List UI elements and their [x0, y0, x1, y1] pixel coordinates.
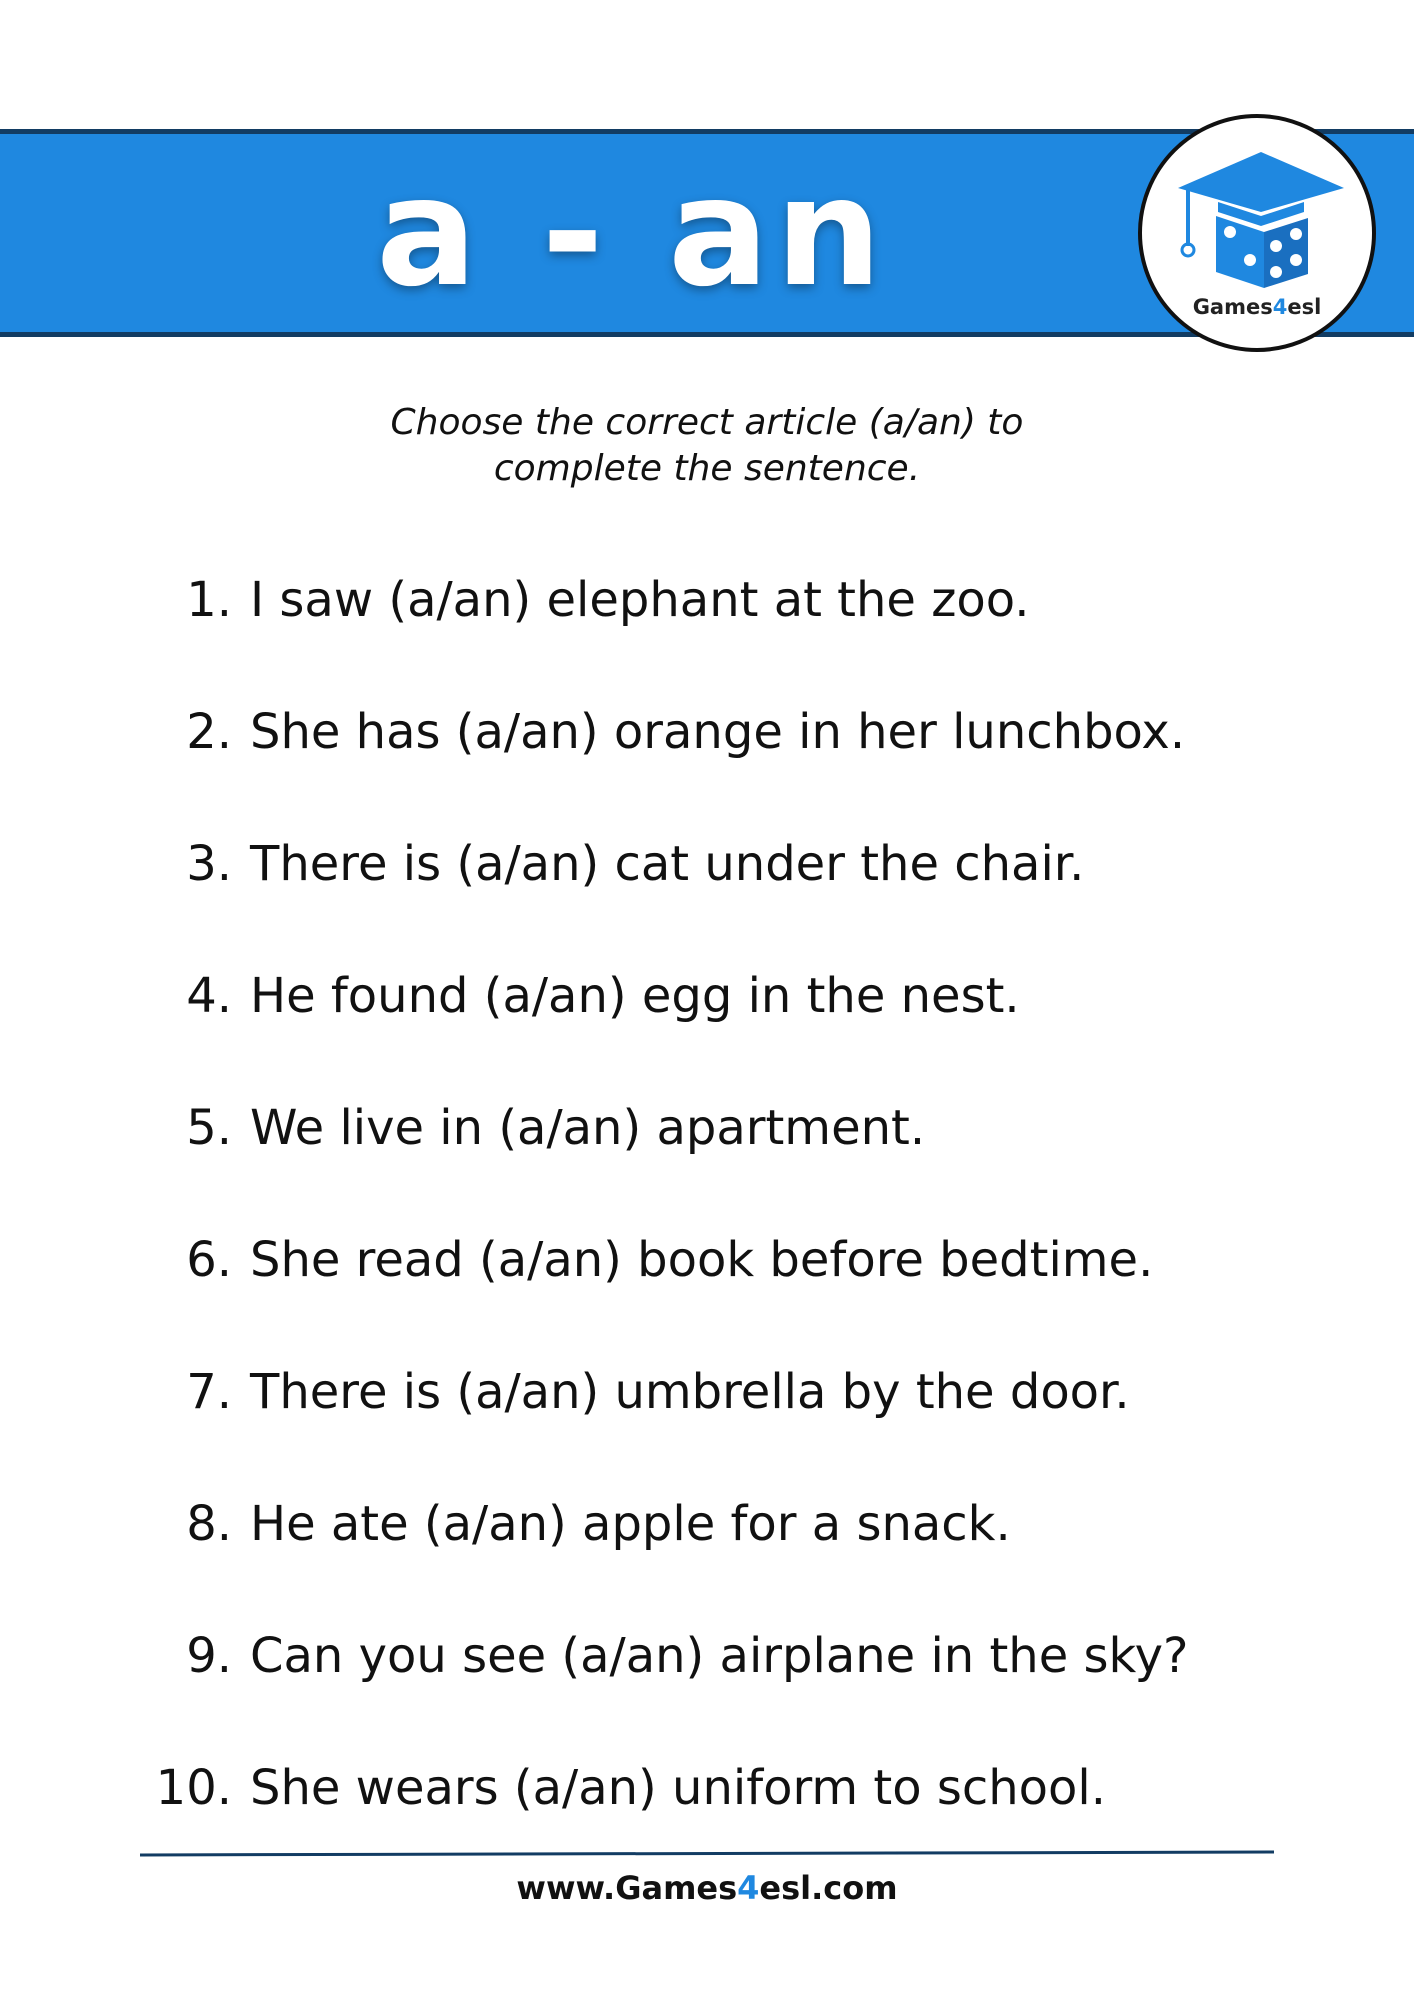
footer-url-number: 4 — [737, 1869, 760, 1907]
question-text: I saw (a/an) elephant at the zoo. — [250, 572, 1030, 628]
footer-url-post: esl.com — [759, 1869, 898, 1907]
question-text: There is (a/an) umbrella by the door. — [250, 1364, 1130, 1420]
question-text: He found (a/an) egg in the nest. — [250, 968, 1020, 1024]
page-title: a - an — [376, 146, 888, 320]
question-text: He ate (a/an) apple for a snack. — [250, 1496, 1011, 1552]
question-number: 1. — [186, 572, 232, 628]
instructions — [257, 400, 1157, 492]
logo-brand-number: 4 — [1272, 295, 1288, 319]
question-text: There is (a/an) cat under the chair. — [250, 836, 1085, 892]
question-text: Can you see (a/an) airplane in the sky? — [250, 1628, 1189, 1684]
instructions-line-1: Choose the correct article (a/an) to — [390, 402, 1024, 443]
question-text: She read (a/an) book before bedtime. — [250, 1232, 1154, 1288]
question-text: She has (a/an) orange in her lunchbox. — [250, 704, 1186, 760]
logo-brand-pre: Games — [1192, 295, 1273, 319]
footer-url[interactable] — [0, 1868, 1414, 1908]
instructions-line-2: complete the sentence. — [493, 448, 921, 489]
footer-url-pre: www.Games — [516, 1869, 738, 1907]
question-text: She wears (a/an) uniform to school. — [250, 1760, 1106, 1816]
question-number: 3. — [186, 836, 232, 892]
logo-brand-post: esl — [1287, 295, 1322, 319]
graduation-cap-dice-icon — [1176, 150, 1346, 290]
question-text: We live in (a/an) apartment. — [250, 1100, 926, 1156]
question-number: 7. — [186, 1364, 232, 1420]
question-number: 4. — [186, 968, 232, 1024]
games4esl-logo — [1138, 114, 1376, 352]
question-number: 2. — [186, 704, 232, 760]
question-number: 9. — [186, 1628, 232, 1684]
question-number: 6. — [186, 1232, 232, 1288]
question-number: 10. — [155, 1760, 232, 1816]
question-number: 5. — [186, 1100, 232, 1156]
footer-divider — [140, 1851, 1274, 1857]
logo-brand-text — [1142, 295, 1372, 319]
question-number: 8. — [186, 1496, 232, 1552]
